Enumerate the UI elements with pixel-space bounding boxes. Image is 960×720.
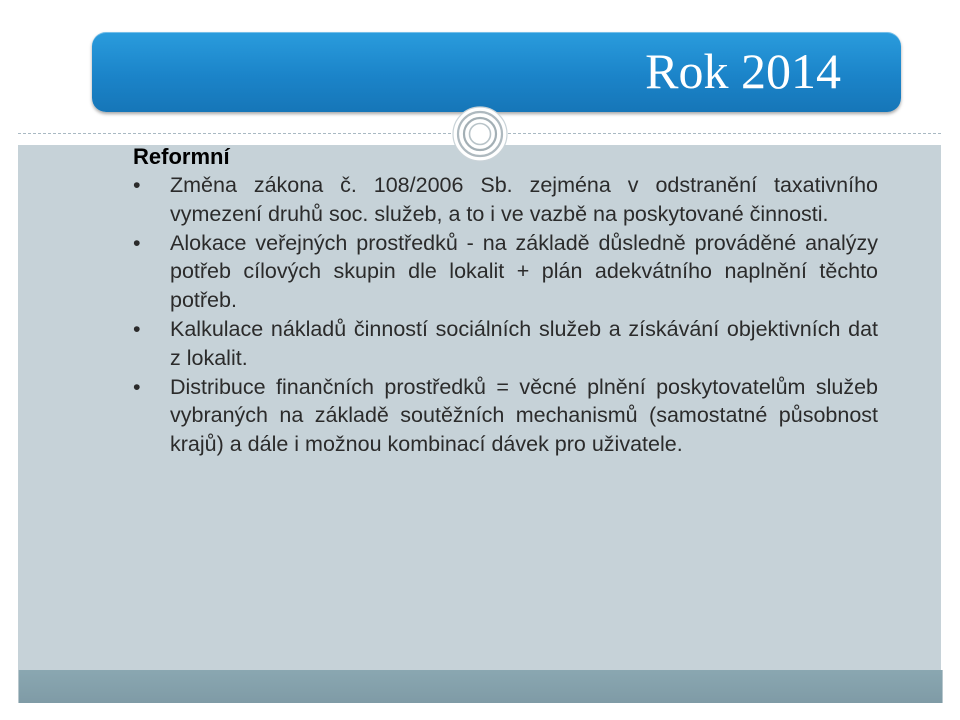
bullet-text: Alokace veřejných prostředků - na základě důsledně prováděné analýzy potřeb cílových skupin dle lokalit + plán adekvátního naplnění těchto potřeb. bbox=[170, 230, 878, 313]
slide-title: Rok 2014 bbox=[645, 43, 841, 99]
bullet-text: Změna zákona č. 108/2006 Sb. zejména v odstranění taxativního vymezení druhů soc. služeb, a to i ve vazbě na poskytované činnosti. bbox=[170, 173, 878, 226]
title-bar bbox=[92, 32, 901, 112]
concentric-rings-icon bbox=[451, 105, 509, 163]
bullet-item bbox=[133, 373, 878, 459]
bullet-item bbox=[133, 229, 878, 315]
bullet-icon: • bbox=[133, 374, 141, 399]
section-heading: Reformní bbox=[133, 144, 230, 169]
bullet-text: Distribuce finančních prostředků = věcné plnění poskytovatelům služeb vybraných na základě soutěžních mechanismů (samostatné působnost krajů) a dále i možnou kombinací dávek pro uživatele. bbox=[170, 374, 878, 457]
bullet-list bbox=[133, 171, 878, 459]
bullet-item bbox=[133, 315, 878, 373]
bullet-icon: • bbox=[133, 173, 141, 197]
bottom-strip bbox=[18, 670, 943, 703]
bullet-text: Kalkulace nákladů činností sociálních služeb a získávání objektivních dat z lokalit. bbox=[170, 316, 878, 370]
bullet-icon: • bbox=[133, 316, 141, 341]
bullet-icon: • bbox=[133, 230, 141, 255]
bullet-item bbox=[133, 171, 878, 229]
